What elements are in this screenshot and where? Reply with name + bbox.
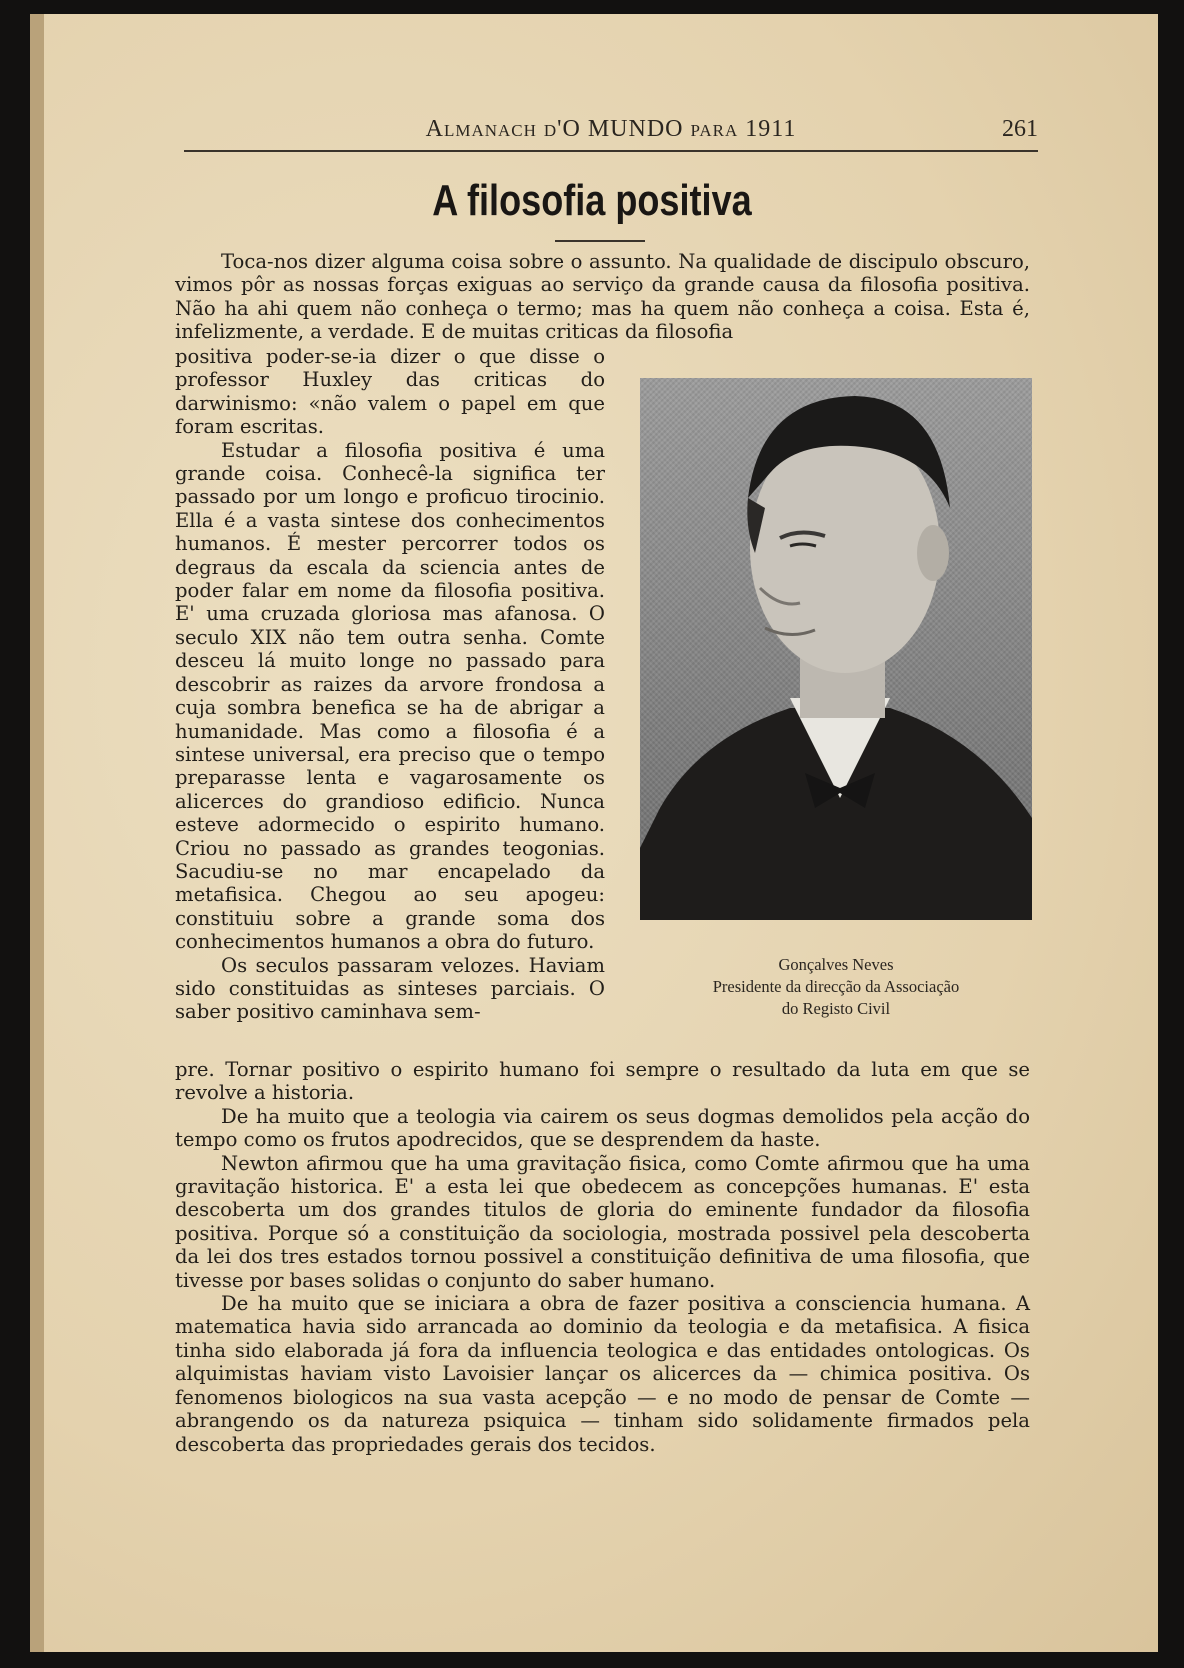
page-header xyxy=(184,110,1038,152)
paragraph-text: De ha muito que a teologia via cairem os seus dogmas demolidos pela acção do tempo como os frutos apodrecidos, que se desprendem da haste. xyxy=(175,1104,1030,1152)
full-width-text xyxy=(175,1058,1030,1456)
paragraph-1-full xyxy=(175,250,1030,344)
paragraph-text: Os seculos passaram velozes. Haviam sido constituidas as sinteses parciais. O saber positivo caminhava sem- xyxy=(175,953,605,1024)
portrait-photo xyxy=(640,378,1032,920)
paragraph-text: Estudar a filosofia positiva é uma grande coisa. Conhecê-la significa ter passado por um longo e proficuo tirocinio. Ella é a vasta sintese dos conhecimentos humanos. É mester percorrer todos os degraus da escala da sciencia antes de poder falar em nome da filosofia positiva. E' uma cruzada gloriosa mas afanosa. O seculo XIX não tem outra senha. Comte desceu lá muito longe no passado para descobrir as raizes da arvore frondosa a cuja sombra benefica se ha de abrigar a humanidade. Mas como a filosofia é a sintese universal, era preciso que o tempo preparasse lenta e vagarosamente os alicerces do grandioso edificio. Nunca esteve adormecido o espirito humano. Criou no passado as grandes teogonias. Sacudiu-se no mar encapelado da metafisica. Chegou ao seu apogeu: constituiu sobre a grande soma dos conhecimentos humanos a obra do futuro. xyxy=(175,438,605,954)
running-title: Almanach d'O MUNDO para 1911 xyxy=(425,116,797,142)
portrait-figure xyxy=(640,378,1032,920)
paragraph-text: Newton afirmou que ha uma gravitação fisica, como Comte afirmou que ha uma gravitação historica. E' a esta lei que obedecem as concepções humanas. E' esta descoberta um dos grandes titulos de gloria do eminente fundador da filosofia positiva. Porque só a constituição da sociologia, mostrada possivel pela descoberta da lei dos tres estados tornou possivel a constituição definitiva de uma filosofia, que tivesse por bases solidas o conjunto do saber humano. xyxy=(175,1151,1030,1292)
caption-line: do Registo Civil xyxy=(781,999,891,1018)
paragraph-text: pre. Tornar positivo o espirito humano foi sempre o resultado da luta em que se revolve a historia. xyxy=(175,1058,1030,1105)
page-number: 261 xyxy=(1002,116,1038,142)
photo-caption xyxy=(640,954,1032,1020)
caption-name: Gonçalves Neves xyxy=(778,955,894,974)
paragraph-text: positiva poder-se-ia dizer o que disse o professor Huxley das criticas do darwinismo: «não valem o papel em que foram escritas. xyxy=(175,345,605,439)
column-text xyxy=(175,345,605,1024)
article-title: A filosofia positiva xyxy=(432,176,752,225)
caption-line: Presidente da direcção da Associação xyxy=(712,977,960,996)
title-divider xyxy=(555,240,645,242)
paragraph-text: De ha muito que se iniciara a obra de fazer positiva a consciencia humana. A matematica havia sido arrancada ao dominio da teologia e da metafisica. A fisica tinha sido elaborada já fora da influencia teologica e das entidades ontologicas. Os alquimistas haviam visto Lavoisier lançar os alicerces da — chimica positiva. Os fenomenos biologicos na sua vasta acepção — e no modo de pensar de Comte — abrangendo os da natureza psiquica — tinham sido solidamente firmados pela descoberta das propriedades gerais dos tecidos. xyxy=(175,1292,1030,1456)
paragraph-text: Toca-nos dizer alguma coisa sobre o assunto. Na qualidade de discipulo obscuro, vimos pôr as nossas forças exiguas ao serviço da grande causa da filosofia positiva. Não ha ahi quem não conheça o termo; mas ha quem não conheça a coisa. Esta é, infelizmente, a verdade. E de muitas criticas da filosofia xyxy=(175,250,1030,344)
